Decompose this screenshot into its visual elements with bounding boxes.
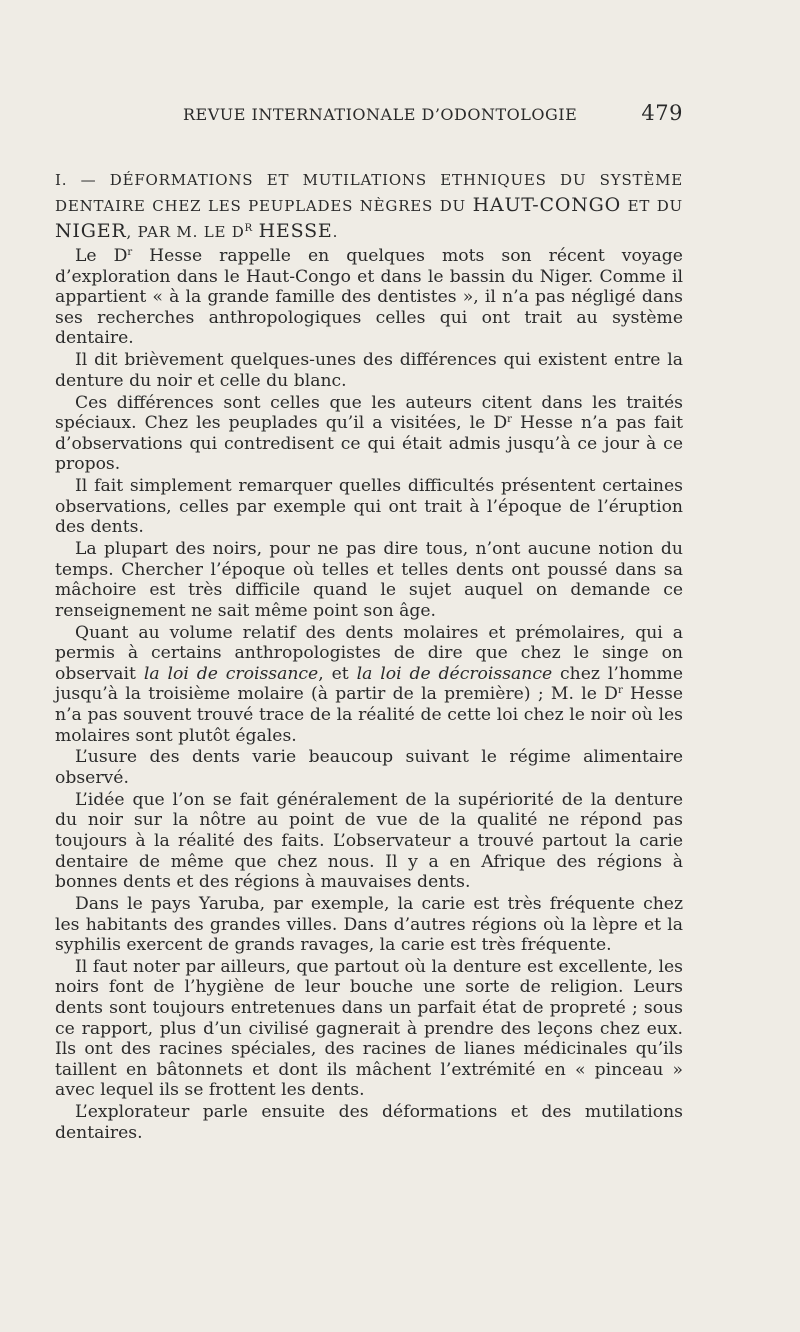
section-title-part: .: [332, 223, 339, 241]
section-title-part: I. — DÉFORMATIONS ET MUTILATIONS ETHNIQUES DU SYSTÈME DENTAIRE CHEZ LES PEUPLADES NÈGRES DU: [55, 171, 683, 215]
text-run: Ces différences sont celles que les auteurs citent dans les traités spéciaux. Chez les peuplades qu’il a visitées, le D: [55, 392, 683, 434]
superscript: r: [507, 414, 512, 426]
italic-term: la loi de croissance: [143, 663, 319, 684]
text-run: Quant au volume relatif des dents molaires et prémolaires, qui a permis à certains anthropologistes de dire que chez le singe on observait: [55, 622, 683, 684]
paragraph: Dans le pays Yaruba, par exemple, la carie est très fréquente chez les habitants des grandes villes. Dans d’autres régions où la lèpre et la syphilis exercent de grands ravages, la carie est très fréquente.: [55, 893, 683, 956]
section-title: [55, 168, 683, 245]
text-run: chez l’homme jusqu’à la troisième molaire (à partir de la première) ; M. le D: [55, 663, 684, 705]
paragraph: L’usure des dents varie beaucoup suivant le régime alimentaire observé.: [55, 747, 683, 788]
text-run: Hesse n’a pas fait d’observations qui contredisent ce qui était admis jusqu’à ce jour à ce propos.: [55, 413, 683, 475]
paragraph: [55, 623, 683, 747]
section-title-place-2: NIGER: [55, 220, 127, 242]
text-run: , et: [318, 663, 357, 684]
paragraph: L’explorateur parle ensuite des déformations et des mutilations dentaires.: [55, 1102, 683, 1143]
page-number: 479: [641, 101, 683, 125]
paragraph: [55, 393, 683, 475]
paragraph: L’idée que l’on se fait généralement de la supériorité de la denture du noir sur la nôtre au point de vue de la qualité ne répond pas toujours à la réalité des faits. L’observateur a trouvé partout la carie dentaire de même que chez nous. Il y a en Afrique des régions à bonnes dents et des régions à mauvaises dents.: [55, 789, 683, 893]
paragraph: Il faut noter par ailleurs, que partout où la denture est excellente, les noirs font de l’hygiène de leur bouche une sorte de religion. Leurs dents sont toujours entretenues dans un parfait état de propreté ; sous ce rapport, plus d’un civilisé gagnerait à prendre des leçons chez eux. Ils ont des racines spéciales, des racines de lianes médicinales qu’ils taillent en bâtonnets et dont ils mâchent l’extrémité en « pinceau » avec lequel ils se frottent les dents.: [55, 956, 683, 1101]
paragraph: [55, 246, 683, 349]
text-run: Hesse rappelle en quelques mots son récent voyage d’exploration dans le Haut-Congo et dans le bassin du Niger. Comme il appartient « à la grande famille des dentistes », il n’a pas négligé dans ses recherches anthropologiques celles qui ont trait au système dentaire.: [55, 246, 683, 349]
section-title-author: HESSE: [258, 220, 333, 242]
superscript: r: [617, 685, 623, 697]
running-title: REVUE INTERNATIONALE D’ODONTOLOGIE: [183, 105, 578, 124]
paragraph: La plupart des noirs, pour ne pas dire tous, n’ont aucune notion du temps. Chercher l’époque où telles et telles dents ont poussé dans sa mâchoire est très difficile quand le sujet auquel on demande ce renseignement ne sait même point son âge.: [55, 539, 683, 621]
section-title-place-1: HAUT-CONGO: [472, 194, 622, 216]
superscript: r: [127, 247, 133, 258]
text-run: Le D: [75, 246, 128, 266]
superscript: R: [244, 223, 253, 234]
paragraph: Il dit brièvement quelques-unes des différences qui existent entre la denture du noir et celle du blanc.: [55, 350, 683, 391]
body-text: [55, 246, 683, 1145]
paragraph: Il fait simplement remarquer quelles difficultés présentent certaines observations, celles par exemple qui ont trait à l’époque de l’éruption des dents.: [55, 476, 683, 538]
italic-term: la loi de décroissance: [356, 663, 553, 684]
section-title-part: ET DU: [621, 197, 683, 215]
text-run: Hesse n’a pas souvent trouvé trace de la réalité de cette loi chez le noir où les molaires sont plutôt égales.: [55, 684, 683, 746]
section-title-part: , PAR M. LE D: [126, 223, 245, 241]
